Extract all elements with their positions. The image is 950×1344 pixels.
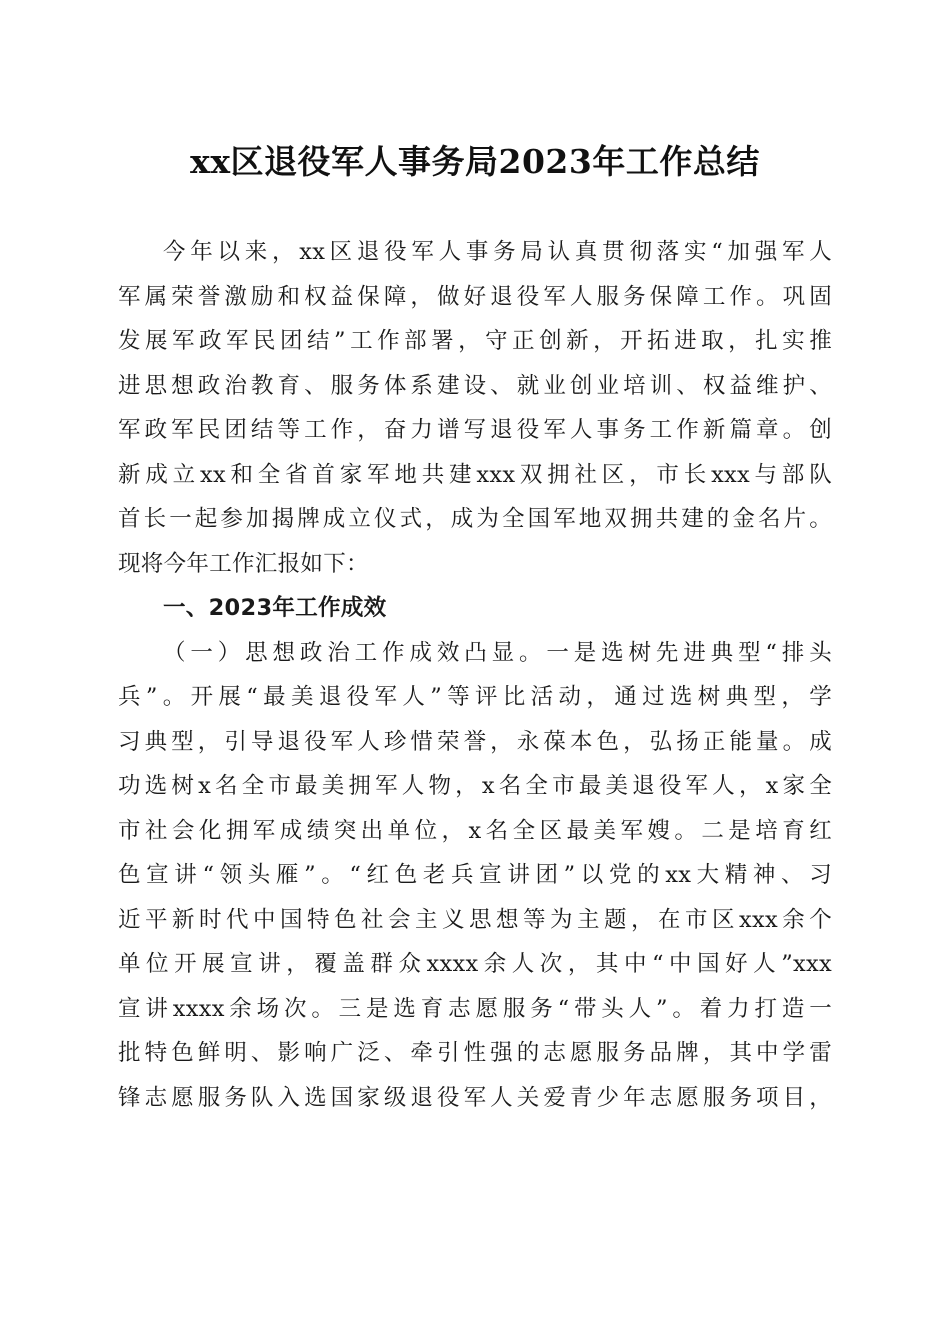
document-body	[118, 230, 832, 1120]
paragraph-line: （一）思想政治工作成效凸显。一是选树先进典型“排头	[163, 639, 832, 666]
paragraph-line: 市社会化拥军成绩突出单位，x名全区最美军嫂。二是培育红	[118, 817, 832, 844]
paragraph-line: 军政军民团结等工作，奋力谱写退役军人事务工作新篇章。创	[118, 417, 832, 443]
paragraph-line: 单位开展宣讲，覆盖群众xxxx余人次，其中“中国好人”xxx	[118, 951, 832, 977]
paragraph-line: 锋志愿服务队入选国家级退役军人关爱青少年志愿服务项目，	[118, 1084, 832, 1111]
paragraph-line: 现将今年工作汇报如下：	[118, 550, 369, 577]
paragraph-line: 新成立xx和全省首家军地共建xxx双拥社区，市长xxx与部队	[118, 461, 832, 488]
paragraph-line: 批特色鲜明、影响广泛、牵引性强的志愿服务品牌，其中学雷	[118, 1040, 832, 1066]
paragraph-line: 色宣讲“领头雁”。“红色老兵宣讲团”以党的xx大精神、习	[118, 862, 832, 888]
paragraph-line: 发展军政军民团结”工作部署，守正创新，开拓进取，扎实推	[118, 328, 832, 354]
paragraph-line: 首长一起参加揭牌成立仪式，成为全国军地双拥共建的金名片。	[118, 506, 832, 532]
paragraph-line: 功选树x名全市最美拥军人物，x名全市最美退役军人，x家全	[118, 773, 832, 799]
paragraph-line: 进思想政治教育、服务体系建设、就业创业培训、权益维护、	[118, 372, 832, 399]
section-heading: 一、2023年工作成效	[163, 595, 387, 621]
document-title: xx区退役军人事务局2023年工作总结	[190, 142, 760, 181]
paragraph-line: 兵”。开展“最美退役军人”等评比活动，通过选树典型，学	[118, 684, 832, 710]
paragraph-line: 习典型，引导退役军人珍惜荣誉，永葆本色，弘扬正能量。成	[118, 728, 832, 755]
paragraph-line: 宣讲xxxx余场次。三是选育志愿服务“带头人”。着力打造一	[118, 995, 832, 1022]
paragraph-line: 近平新时代中国特色社会主义思想等为主题，在市区xxx余个	[118, 906, 832, 933]
paragraph-line: 今年以来，xx区退役军人事务局认真贯彻落实“加强军人	[163, 239, 832, 265]
paragraph-line: 军属荣誉激励和权益保障，做好退役军人服务保障工作。巩固	[118, 283, 832, 310]
